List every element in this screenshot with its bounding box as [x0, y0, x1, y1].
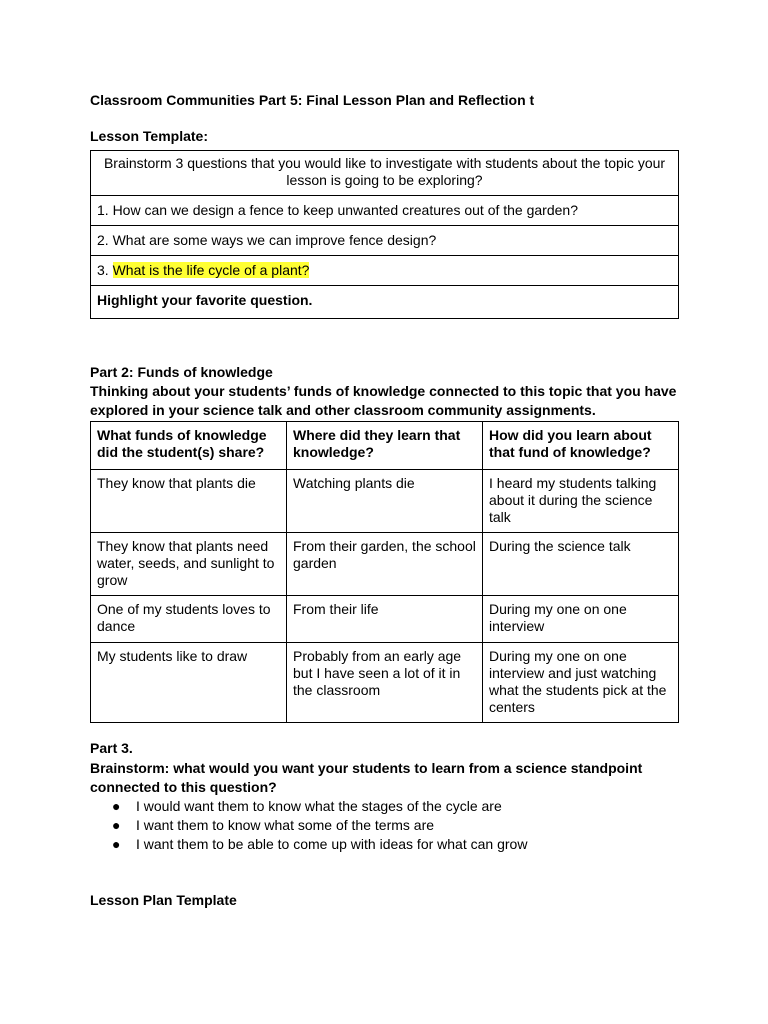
lesson-template-table [90, 150, 679, 319]
bullet-icon: ● [112, 817, 121, 833]
list-item-text: I would want them to know what the stages of the cycle are [136, 798, 502, 814]
table-row [91, 533, 679, 596]
list-item [112, 797, 527, 816]
table-cell: From their life [287, 596, 483, 643]
table-cell: My students like to draw [91, 643, 287, 723]
table-header-row [91, 422, 679, 470]
highlight-instruction-cell: Highlight your favorite question. [91, 286, 679, 319]
table-row [91, 643, 679, 723]
bullet-icon: ● [112, 798, 121, 814]
table-cell: During my one on one interview and just watching what the students pick at the centers [483, 643, 679, 723]
part2-description: Thinking about your students’ funds of knowledge connected to this topic that you have explored in your science talk and other classroom community assignments. [90, 383, 677, 418]
table-cell: One of my students loves to dance [91, 596, 287, 643]
table-cell: Watching plants die [287, 470, 483, 533]
table-row [91, 256, 679, 286]
funds-of-knowledge-table [90, 421, 679, 723]
list-item [112, 816, 527, 835]
table-cell: I heard my students talking about it during the science talk [483, 470, 679, 533]
table-cell: They know that plants die [91, 470, 287, 533]
bullet-icon: ● [112, 836, 121, 852]
table-cell: From their garden, the school garden [287, 533, 483, 596]
question-3-number: 3. [97, 262, 113, 278]
part3-description: Brainstorm: what would you want your students to learn from a science standpoint connected to this question? [90, 760, 643, 795]
question-2-cell: 2. What are some ways we can improve fence design? [91, 226, 679, 256]
table-row [91, 151, 679, 196]
question-3-cell [91, 256, 679, 286]
lesson-template-heading: Lesson Template: [90, 128, 208, 144]
list-item-text: I want them to be able to come up with ideas for what can grow [136, 836, 528, 852]
table-cell: During the science talk [483, 533, 679, 596]
part3-heading: Part 3. [90, 740, 133, 756]
header-funds-shared: What funds of knowledge did the student(s) share? [91, 422, 287, 470]
brainstorm-prompt-cell: Brainstorm 3 questions that you would like to investigate with students about the topic your lesson is going to be exploring? [91, 151, 679, 196]
highlighted-question-text: What is the life cycle of a plant? [112, 262, 310, 278]
table-cell: They know that plants need water, seeds, and sunlight to grow [91, 533, 287, 596]
list-item-text: I want them to know what some of the terms are [136, 817, 435, 833]
header-where-learned: Where did they learn that knowledge? [287, 422, 483, 470]
lesson-plan-heading: Lesson Plan Template [90, 892, 237, 908]
question-1-cell: 1. How can we design a fence to keep unwanted creatures out of the garden? [91, 196, 679, 226]
table-row [91, 196, 679, 226]
table-row [91, 596, 679, 643]
part2-heading: Part 2: Funds of knowledge [90, 364, 273, 380]
table-cell: Probably from an early age but I have seen a lot of it in the classroom [287, 643, 483, 723]
table-row [91, 470, 679, 533]
table-row [91, 286, 679, 319]
document-title: Classroom Communities Part 5: Final Lesson Plan and Reflection t [90, 92, 535, 108]
header-how-you-learned: How did you learn about that fund of knowledge? [483, 422, 679, 470]
table-row [91, 226, 679, 256]
part3-bullet-list [112, 797, 527, 854]
list-item [112, 835, 527, 854]
table-cell: During my one on one interview [483, 596, 679, 643]
